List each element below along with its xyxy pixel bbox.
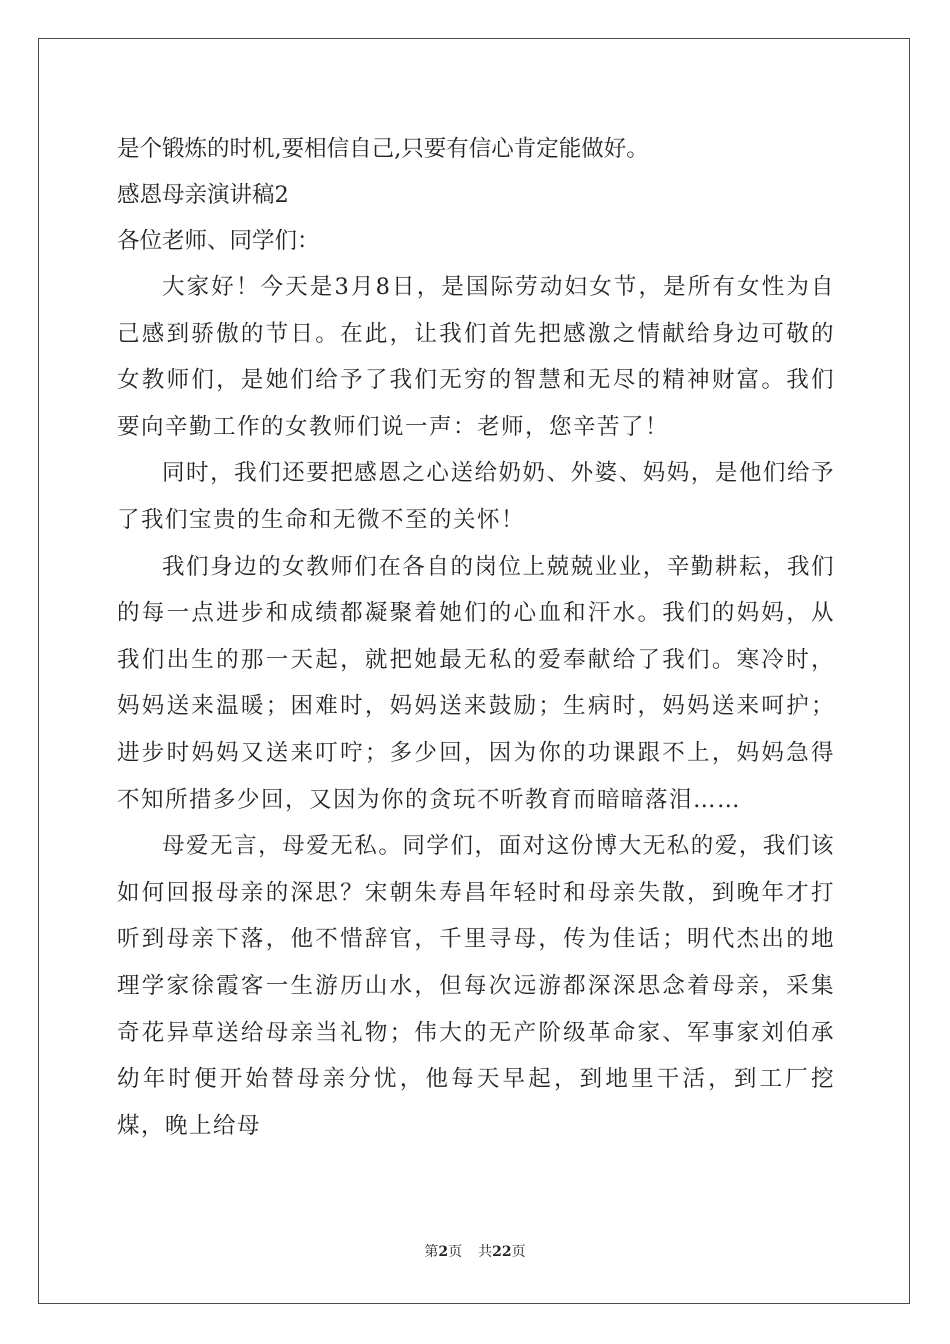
- paragraph: 母爱无言，母爱无私。同学们，面对这份博大无私的爱，我们该如何回报母亲的深思？宋朝朱寿昌年轻时和母亲失散，到晚年才打听到母亲下落，他不惜辞官，千里寻母，传为佳话；明代杰出的地理学家徐霞客一生游历山水，但每次远游都深深思念着母亲，采集奇花异草送给母亲当礼物；伟大的无产阶级革命家、军事家刘伯承幼年时便开始替母亲分忧，他每天早起，到地里干活，到工厂挖煤，晚上给母: [117, 833, 835, 1139]
- section-heading: 感恩母亲演讲稿2: [117, 182, 289, 208]
- page-number: 2: [438, 1244, 449, 1260]
- page-footer: [0, 1241, 950, 1261]
- page-suffix: 页: [448, 1244, 463, 1260]
- total-suffix: 页: [511, 1244, 526, 1260]
- paragraph: 同时，我们还要把感恩之心送给奶奶、外婆、妈妈，是他们给予了我们宝贵的生命和无微不至的关怀！: [117, 460, 835, 533]
- paragraph: 大家好！今天是3月8日，是国际劳动妇女节，是所有女性为自己感到骄傲的节日。在此，让我们首先把感激之情献给身边可敬的女教师们，是她们给予了我们无穷的智慧和无尽的精神财富。我们要向辛勤工作的女教师们说一声：老师，您辛苦了！: [117, 274, 835, 440]
- total-pages: 22: [492, 1244, 512, 1260]
- paragraph: 我们身边的女教师们在各自的岗位上兢兢业业，辛勤耕耘，我们的每一点进步和成绩都凝聚着她们的心血和汗水。我们的妈妈，从我们出生的那一天起，就把她最无私的爱奉献给了我们。寒冷时，妈妈送来温暖；困难时，妈妈送来鼓励；生病时，妈妈送来呵护；进步时妈妈又送来叮咛；多少回，因为你的功课跟不上，妈妈急得不知所措多少回，又因为你的贪玩不听教育而暗暗落泪……: [117, 553, 835, 813]
- total-prefix: 共: [478, 1244, 493, 1260]
- text-line: 是个锻炼的时机,要相信自己,只要有信心肯定能做好。: [117, 136, 649, 162]
- salutation: 各位老师、同学们：: [117, 228, 320, 254]
- page-prefix: 第: [424, 1244, 439, 1260]
- document-body: [117, 126, 835, 1149]
